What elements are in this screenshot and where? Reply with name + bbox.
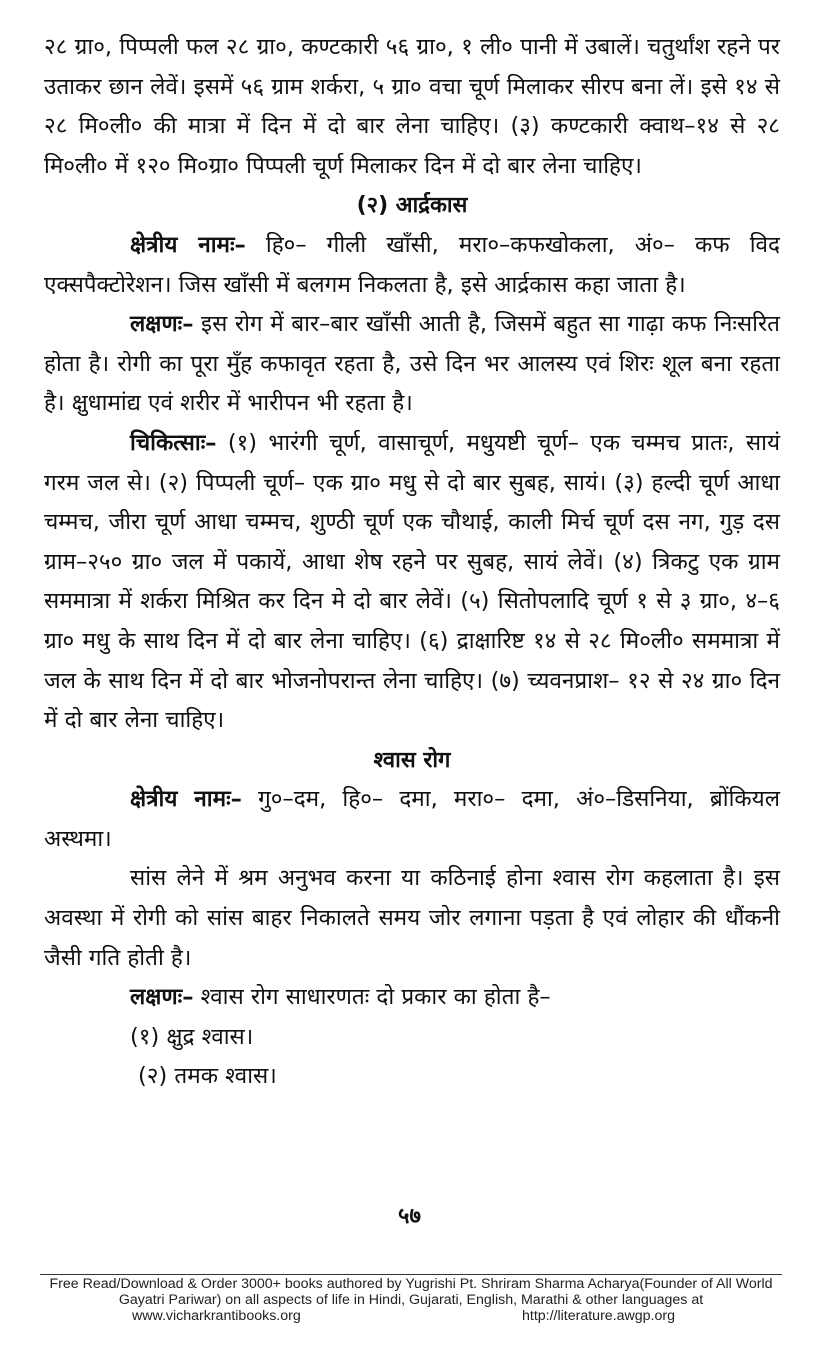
ardrakas-treatment <box>44 424 780 741</box>
ardrakas-regional-names <box>44 226 780 305</box>
section-heading-shwas: श्वास रोग <box>373 747 451 773</box>
shwas-symptoms-text: श्वास रोग साधारणतः दो प्रकार का होता है– <box>193 984 551 1011</box>
shwas-definition: सांस लेने में श्रम अनुभव करना या कठिनाई होना श्वास रोग कहलाता है। इस अवस्था में रोगी को सांस बाहर निकालते समय जोर लगाना पड़ता है एवं लोहार की धौंकनी जैसी गति होती है। <box>44 865 780 971</box>
list-item: (१) क्षुद्र श्वास। <box>130 1023 254 1050</box>
ardrakas-names-label: क्षेत्रीय नामः– <box>130 231 246 258</box>
footer-links <box>40 1308 782 1326</box>
ardrakas-treatment-text: (१) भारंगी चूर्ण, वासाचूर्ण, मधुयष्टी चूर्ण– एक चम्मच प्रातः, सायं गरम जल से। (२) पिप्पली चूर्ण– एक ग्रा० मधु से दो बार सुबह, सायं। (३) हल्दी चूर्ण आधा चम्मच, जीरा चूर्ण आधा चम्मच, शुण्ठी चूर्ण एक चौथाई, काली मिर्च चूर्ण दस नग, गुड़ दस ग्राम–२५० ग्रा० जल में पकायें, आधा शेष रहने पर सुबह, सायं लेवें। (४) त्रिकटु एक ग्राम सममात्रा में शर्करा मिश्रित कर दिन मे दो बार लेवें। (५) सितोपलादि चूर्ण १ से ३ ग्रा०, ४–६ ग्रा० मधु के साथ दिन में दो बार लेना चाहिए। (६) द्राक्षारिष्ट १४ से २८ मि०ली० सममात्रा में जल के साथ दिन में दो बार भोजनोपरान्त लेना चाहिए। (७) च्यवनप्राश– १२ से २४ ग्रा० दिन में दो बार लेना चाहिए। <box>44 429 781 734</box>
shwas-names-label: क्षेत्रीय नामः– <box>130 786 242 813</box>
page-number: ५७ <box>398 1204 421 1229</box>
ardrakas-symptoms-label: लक्षणः– <box>130 311 194 338</box>
footer-notice: Free Read/Download & Order 3000+ books authored by Yugrishi Pt. Shriram Sharma Acharya(Founder of All World Gayatri Pariwar) on all aspects of life in Hindi, Gujarati, English, Marathi & other languages at <box>49 1276 773 1308</box>
footer-link-literature[interactable]: http://literature.awgp.org <box>522 1308 675 1324</box>
shwas-regional-names <box>44 780 780 859</box>
page-body <box>44 28 780 1097</box>
shwas-symptoms <box>44 978 780 1018</box>
list-item: (२) तमक श्वास। <box>138 1063 277 1090</box>
shwas-symptoms-label: लक्षणः– <box>130 984 194 1011</box>
paragraph-continuation: २८ ग्रा०, पिप्पली फल २८ ग्रा०, कण्टकारी ५६ ग्रा०, १ ली० पानी में उबालें। चतुर्थांश रहने पर उताकर छान लेवें। इसमें ५६ ग्राम शर्करा, ५ ग्रा० वचा चूर्ण मिलाकर सीरप बना लें। इसे १४ से २८ मि०ली० की मात्रा में दिन में दो बार लेना चाहिए। (३) कण्टकारी क्वाथ–१४ से २८ मि०ली० में १२० मि०ग्रा० पिप्पली चूर्ण मिलाकर दिन में दो बार लेना चाहिए। <box>44 34 780 179</box>
section-heading-ardrakas: (२) आर्द्रकास <box>356 193 468 219</box>
ardrakas-names-text: हि०– गीली खाँसी, मरा०–कफखोकला, अं०– कफ विद एक्सपैक्टोरेशन। जिस खाँसी में बलगम निकलता है, इसे आर्द्रकास कहा जाता है। <box>44 231 780 298</box>
ardrakas-treatment-label: चिकित्साः– <box>130 429 217 456</box>
ardrakas-symptoms <box>44 305 780 424</box>
ardrakas-symptoms-text: इस रोग में बार–बार खाँसी आती है, जिसमें बहुत सा गाढ़ा कफ निःसरित होता है। रोगी का पूरा मुँह कफावृत रहता है, उसे दिन भर आलस्य एवं शिरः शूल बना रहता है। क्षुधामांद्य एवं शरीर में भारीपन भी रहता है। <box>44 311 780 417</box>
footer-link-vicharkranti[interactable]: www.vicharkrantibooks.org <box>132 1308 301 1324</box>
shwas-names-text: गु०–दम, हि०– दमा, मरा०– दमा, अं०–डिसनिया, ब्रोंकियल अस्थमा। <box>44 786 780 852</box>
footer-divider <box>40 1274 782 1275</box>
